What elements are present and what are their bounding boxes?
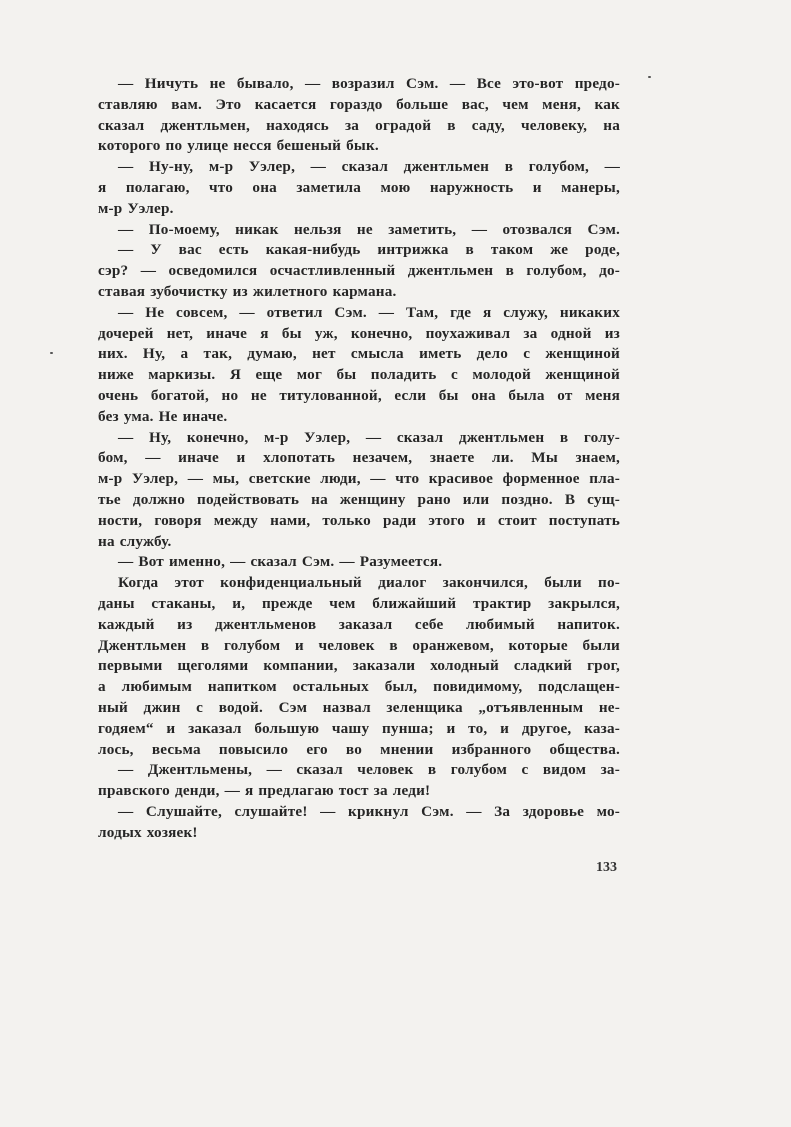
- text-line: первыми щеголями компании, заказали холодный сладкий грог,: [98, 657, 620, 675]
- text-line: а любимым напитком остальных был, повидимому, подслащен-: [98, 678, 620, 696]
- text-line: на службу.: [98, 532, 172, 550]
- page-number: 133: [596, 860, 617, 875]
- text-line: ставляю вам. Это касается гораздо больше вас, чем меня, как: [98, 95, 620, 113]
- text-line: м-р Уэлер, — мы, светские люди, — что красивое форменное пла-: [98, 470, 620, 488]
- text-line: Когда этот конфиденциальный диалог закончился, были по-: [118, 574, 620, 592]
- text-line: — Джентльмены, — сказал человек в голубом с видом за-: [118, 761, 620, 779]
- scan-speck: [648, 76, 651, 78]
- text-line: без ума. Не иначе.: [98, 407, 228, 425]
- text-line: правского денди, — я предлагаю тост за леди!: [98, 782, 431, 800]
- text-line: ности, говоря между нами, только ради этого и стоит поступать: [98, 511, 620, 529]
- text-line: сэр? — осведомился осчастливленный джентльмен в голубом, до-: [98, 262, 620, 280]
- text-line: — По-моему, никак нельзя не заметить, — отозвался Сэм.: [118, 220, 620, 238]
- text-line: каждый из джентльменов заказал себе любимый напиток.: [98, 615, 620, 633]
- text-line: — Вот именно, — сказал Сэм. — Разумеется.: [118, 553, 443, 571]
- text-line: очень богатой, но не титулованной, если бы она была от меня: [98, 386, 620, 404]
- text-line: годяем“ и заказал большую чашу пунша; и то, и другое, каза-: [98, 719, 620, 737]
- text-line: них. Ну, а так, думаю, нет смысла иметь дело с женщиной: [98, 345, 620, 363]
- text-line: ставая зубочистку из жилетного кармана.: [98, 282, 397, 300]
- text-line: — Ну-ну, м-р Уэлер, — сказал джентльмен в голубом, —: [118, 158, 620, 176]
- text-line: м-р Уэлер.: [98, 199, 174, 217]
- text-line: сказал джентльмен, находясь за оградой в саду, человеку, на: [98, 116, 620, 134]
- text-line: тье должно подействовать на женщину рано или поздно. В сущ-: [98, 490, 620, 508]
- text-line: дочерей нет, иначе я бы уж, конечно, поухаживал за одной из: [98, 324, 620, 342]
- text-line: даны стаканы, и, прежде чем ближайший трактир закрылся,: [98, 594, 620, 612]
- text-line: ный джин с водой. Сэм назвал зеленщика „отъявленным не-: [98, 698, 620, 716]
- text-line: Джентльмен в голубом и человек в оранжевом, которые были: [98, 636, 620, 654]
- text-line: — Не совсем, — ответил Сэм. — Там, где я служу, никаких: [118, 303, 620, 321]
- text-line: которого по улице несся бешеный бык.: [98, 137, 379, 155]
- text-line: бом, — иначе и хлопотать незачем, знаете ли. Мы знаем,: [98, 449, 620, 467]
- page-body-text: [98, 74, 620, 843]
- text-line: лодых хозяек!: [98, 823, 198, 841]
- text-line: — Ничуть не бывало, — возразил Сэм. — Все это-вот предо-: [118, 75, 620, 92]
- text-line: я полагаю, что она заметила мою наружность и манеры,: [98, 178, 620, 196]
- text-line: — Слушайте, слушайте! — крикнул Сэм. — За здоровье мо-: [118, 802, 620, 820]
- text-line: — У вас есть какая-нибудь интрижка в таком же роде,: [118, 241, 620, 259]
- text-line: ниже маркизы. Я еще мог бы поладить с молодой женщиной: [98, 366, 620, 384]
- scan-speck: [50, 352, 53, 354]
- text-line: — Ну, конечно, м-р Уэлер, — сказал джентльмен в голу-: [118, 428, 620, 446]
- text-line: лось, весьма повысило его во мнении избранного общества.: [98, 740, 620, 758]
